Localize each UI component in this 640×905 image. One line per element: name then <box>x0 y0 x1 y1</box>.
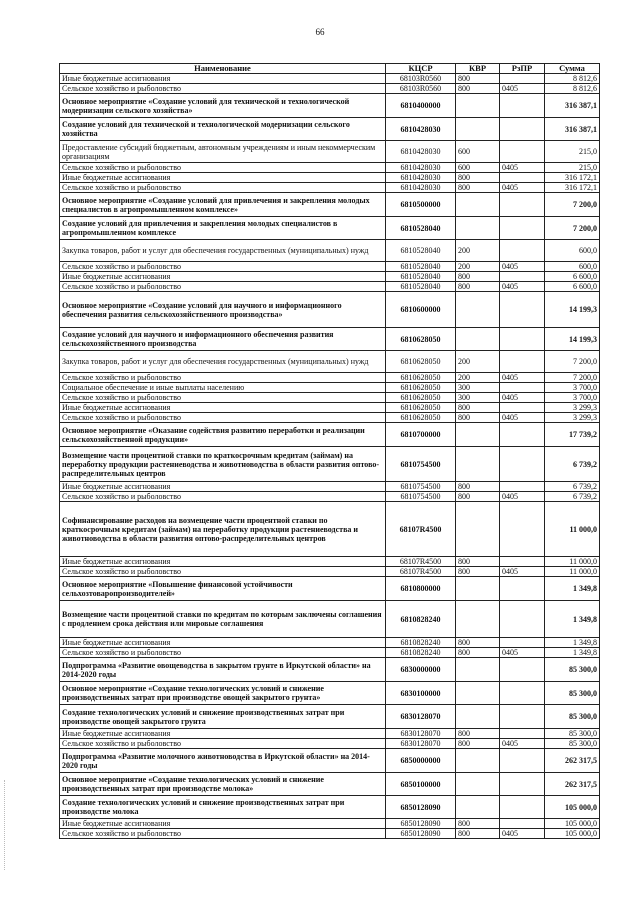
table-row <box>60 74 600 84</box>
cell-sum: 6 600,0 <box>545 272 600 282</box>
cell-rzpr <box>500 705 545 729</box>
cell-code: 6850100000 <box>386 773 456 796</box>
cell-rzpr <box>500 482 545 492</box>
cell-code: 6810528040 <box>386 282 456 292</box>
cell-sum: 6 739,2 <box>545 482 600 492</box>
cell-name: Иные бюджетные ассигнования <box>60 482 386 492</box>
cell-code: 6850128090 <box>386 819 456 829</box>
cell-sum: 7 200,0 <box>545 351 600 373</box>
cell-name: Сельское хозяйство и рыболовство <box>60 183 386 193</box>
cell-name: Сельское хозяйство и рыболовство <box>60 373 386 383</box>
table-row <box>60 447 600 482</box>
cell-kvr: 300 <box>456 383 500 393</box>
cell-kvr <box>456 292 500 328</box>
cell-sum: 7 200,0 <box>545 193 600 217</box>
cell-rzpr <box>500 447 545 482</box>
cell-name: Основное мероприятие «Создание условий для привлечения и закрепления молодых специалистов в агропромышленном комплексе» <box>60 193 386 217</box>
cell-sum: 7 200,0 <box>545 217 600 240</box>
cell-name: Иные бюджетные ассигнования <box>60 638 386 648</box>
cell-name: Закупка товаров, работ и услуг для обеспечения государственных (муниципальных) нужд <box>60 351 386 373</box>
cell-kvr: 800 <box>456 829 500 839</box>
cell-sum: 262 317,5 <box>545 773 600 796</box>
cell-sum: 11 000,0 <box>545 502 600 557</box>
cell-sum: 6 600,0 <box>545 282 600 292</box>
table-row <box>60 217 600 240</box>
cell-kvr: 200 <box>456 373 500 383</box>
cell-name: Основное мероприятие «Оказание содействия развитию переработки и реализации сельскохозяйственной продукции» <box>60 423 386 447</box>
cell-kvr: 800 <box>456 729 500 739</box>
cell-kvr: 600 <box>456 141 500 163</box>
cell-kvr: 800 <box>456 739 500 749</box>
cell-kvr: 200 <box>456 262 500 272</box>
cell-name: Создание условий для научного и информационного обеспечения развития сельскохозяйственного производства <box>60 328 386 351</box>
cell-sum: 600,0 <box>545 240 600 262</box>
cell-code: 68107R4500 <box>386 502 456 557</box>
cell-kvr <box>456 118 500 141</box>
cell-rzpr <box>500 729 545 739</box>
cell-rzpr: 0405 <box>500 262 545 272</box>
cell-sum: 85 300,0 <box>545 682 600 705</box>
cell-sum: 1 349,8 <box>545 648 600 658</box>
cell-code: 6810528040 <box>386 217 456 240</box>
cell-kvr: 200 <box>456 240 500 262</box>
table-row <box>60 423 600 447</box>
cell-rzpr: 0405 <box>500 492 545 502</box>
table-row <box>60 682 600 705</box>
cell-sum: 215,0 <box>545 163 600 173</box>
cell-rzpr <box>500 383 545 393</box>
cell-name: Основное мероприятие «Создание технологических условий и снижение производственных затрат при производстве овощей закрытого грунта» <box>60 682 386 705</box>
cell-sum: 11 000,0 <box>545 557 600 567</box>
cell-kvr: 800 <box>456 492 500 502</box>
cell-rzpr <box>500 141 545 163</box>
cell-rzpr <box>500 423 545 447</box>
cell-sum: 1 349,8 <box>545 638 600 648</box>
table-row <box>60 413 600 423</box>
table-row <box>60 351 600 373</box>
cell-rzpr <box>500 819 545 829</box>
table-row <box>60 328 600 351</box>
cell-name: Основное мероприятие «Повышение финансовой устойчивости сельхозтоваропроизводителей» <box>60 577 386 601</box>
table-row <box>60 739 600 749</box>
table-row <box>60 403 600 413</box>
cell-sum: 600,0 <box>545 262 600 272</box>
table-row <box>60 173 600 183</box>
cell-name: Социальное обеспечение и иные выплаты населению <box>60 383 386 393</box>
cell-sum: 85 300,0 <box>545 705 600 729</box>
cell-code: 6810428030 <box>386 173 456 183</box>
cell-sum: 7 200,0 <box>545 373 600 383</box>
cell-rzpr <box>500 638 545 648</box>
cell-name: Создание технологических условий и снижение производственных затрат при производстве овощей закрытого грунта <box>60 705 386 729</box>
cell-name: Подпрограмма «Развитие овощеводства в закрытом грунте в Иркутской области» на 2014-2020 годы <box>60 658 386 682</box>
table-row <box>60 482 600 492</box>
cell-sum: 1 349,8 <box>545 577 600 601</box>
cell-code: 6810828240 <box>386 648 456 658</box>
cell-rzpr <box>500 403 545 413</box>
cell-code: 6850128090 <box>386 796 456 819</box>
cell-kvr: 200 <box>456 351 500 373</box>
cell-name: Возмещение части процентной ставки по краткосрочным кредитам (займам) на переработку продукции растениеводства и животноводства в области развития оптово-распределительных центров <box>60 447 386 482</box>
cell-kvr: 800 <box>456 413 500 423</box>
cell-name: Закупка товаров, работ и услуг для обеспечения государственных (муниципальных) нужд <box>60 240 386 262</box>
table-row <box>60 373 600 383</box>
table-row <box>60 601 600 638</box>
table-row <box>60 193 600 217</box>
table-row <box>60 638 600 648</box>
cell-sum: 14 199,3 <box>545 328 600 351</box>
cell-kvr: 600 <box>456 163 500 173</box>
table-row <box>60 577 600 601</box>
cell-sum: 14 199,3 <box>545 292 600 328</box>
cell-sum: 3 299,3 <box>545 413 600 423</box>
cell-code: 6850000000 <box>386 749 456 773</box>
table-row <box>60 819 600 829</box>
cell-code: 68103R0560 <box>386 84 456 94</box>
cell-rzpr: 0405 <box>500 84 545 94</box>
table-row <box>60 292 600 328</box>
cell-code: 6810600000 <box>386 292 456 328</box>
cell-rzpr <box>500 193 545 217</box>
page-number: 66 <box>315 27 325 37</box>
cell-sum: 316 387,1 <box>545 118 600 141</box>
cell-name: Иные бюджетные ассигнования <box>60 819 386 829</box>
table-row <box>60 796 600 819</box>
cell-code: 6810528040 <box>386 262 456 272</box>
cell-rzpr <box>500 272 545 282</box>
cell-code: 6810428030 <box>386 163 456 173</box>
cell-rzpr <box>500 118 545 141</box>
cell-sum: 105 000,0 <box>545 819 600 829</box>
cell-rzpr: 0405 <box>500 648 545 658</box>
cell-name: Предоставление субсидий бюджетным, автономным учреждениям и иным некоммерческим организациям <box>60 141 386 163</box>
table-row <box>60 729 600 739</box>
cell-name: Основное мероприятие «Создание условий для технической и технологической модернизации сельского хозяйства» <box>60 94 386 118</box>
cell-name: Сельское хозяйство и рыболовство <box>60 393 386 403</box>
cell-rzpr <box>500 240 545 262</box>
table-row <box>60 749 600 773</box>
cell-name: Основное мероприятие «Создание технологических условий и снижение производственных затрат при производстве молока» <box>60 773 386 796</box>
cell-code: 6810428030 <box>386 183 456 193</box>
cell-rzpr <box>500 328 545 351</box>
cell-name: Сельское хозяйство и рыболовство <box>60 739 386 749</box>
cell-code: 6810700000 <box>386 423 456 447</box>
cell-kvr <box>456 601 500 638</box>
cell-kvr <box>456 773 500 796</box>
table-row <box>60 705 600 729</box>
cell-kvr <box>456 328 500 351</box>
header-name: Наименование <box>60 64 386 74</box>
table-row <box>60 262 600 272</box>
cell-rzpr: 0405 <box>500 829 545 839</box>
cell-name: Основное мероприятие «Создание условий для научного и информационного обеспечения развития сельскохозяйственного производства» <box>60 292 386 328</box>
cell-sum: 3 700,0 <box>545 383 600 393</box>
table-row <box>60 240 600 262</box>
header-rzpr: РзПР <box>500 64 545 74</box>
cell-code: 6810628050 <box>386 373 456 383</box>
cell-rzpr: 0405 <box>500 413 545 423</box>
cell-name: Иные бюджетные ассигнования <box>60 74 386 84</box>
cell-name: Создание условий для привлечения и закрепления молодых специалистов в агропромышленном комплексе <box>60 217 386 240</box>
table-row <box>60 829 600 839</box>
cell-kvr: 800 <box>456 272 500 282</box>
table-row <box>60 94 600 118</box>
cell-name: Сельское хозяйство и рыболовство <box>60 413 386 423</box>
cell-name: Иные бюджетные ассигнования <box>60 272 386 282</box>
cell-kvr: 800 <box>456 557 500 567</box>
cell-kvr: 800 <box>456 84 500 94</box>
cell-sum: 3 299,3 <box>545 403 600 413</box>
cell-name: Сельское хозяйство и рыболовство <box>60 262 386 272</box>
table-row <box>60 393 600 403</box>
cell-code: 6810628050 <box>386 351 456 373</box>
cell-rzpr <box>500 557 545 567</box>
cell-rzpr <box>500 773 545 796</box>
cell-kvr <box>456 682 500 705</box>
cell-kvr: 800 <box>456 403 500 413</box>
cell-rzpr <box>500 351 545 373</box>
cell-code: 6810628050 <box>386 393 456 403</box>
table-row <box>60 492 600 502</box>
cell-name: Сельское хозяйство и рыболовство <box>60 282 386 292</box>
cell-kvr: 800 <box>456 74 500 84</box>
cell-sum: 262 317,5 <box>545 749 600 773</box>
cell-kvr <box>456 193 500 217</box>
cell-name: Сельское хозяйство и рыболовство <box>60 567 386 577</box>
table-row <box>60 557 600 567</box>
cell-kvr: 800 <box>456 638 500 648</box>
table-row <box>60 648 600 658</box>
header-kvr: КВР <box>456 64 500 74</box>
table-row <box>60 282 600 292</box>
cell-kvr <box>456 749 500 773</box>
table-row <box>60 502 600 557</box>
cell-rzpr <box>500 292 545 328</box>
table-row <box>60 163 600 173</box>
budget-table <box>59 63 600 839</box>
cell-kvr: 800 <box>456 819 500 829</box>
cell-sum: 8 812,6 <box>545 74 600 84</box>
cell-rzpr <box>500 749 545 773</box>
cell-code: 6850128090 <box>386 829 456 839</box>
cell-rzpr <box>500 682 545 705</box>
cell-kvr: 300 <box>456 393 500 403</box>
cell-code: 6810628050 <box>386 383 456 393</box>
table-row <box>60 383 600 393</box>
cell-code: 6810828240 <box>386 601 456 638</box>
cell-kvr: 800 <box>456 482 500 492</box>
cell-sum: 6 739,2 <box>545 492 600 502</box>
cell-code: 6810800000 <box>386 577 456 601</box>
cell-sum: 105 000,0 <box>545 829 600 839</box>
cell-rzpr <box>500 796 545 819</box>
cell-sum: 85 300,0 <box>545 729 600 739</box>
cell-name: Иные бюджетные ассигнования <box>60 403 386 413</box>
cell-rzpr <box>500 74 545 84</box>
cell-code: 6810528040 <box>386 240 456 262</box>
table-row <box>60 658 600 682</box>
cell-code: 6810428030 <box>386 141 456 163</box>
cell-name: Создание условий для технической и технологической модернизации сельского хозяйства <box>60 118 386 141</box>
scan-margin-mark <box>4 780 7 870</box>
cell-code: 6810428030 <box>386 118 456 141</box>
table-row <box>60 84 600 94</box>
cell-kvr <box>456 502 500 557</box>
cell-code: 6830100000 <box>386 682 456 705</box>
cell-code: 6810828240 <box>386 638 456 648</box>
cell-kvr: 800 <box>456 183 500 193</box>
cell-name: Иные бюджетные ассигнования <box>60 557 386 567</box>
cell-code: 68107R4500 <box>386 557 456 567</box>
cell-name: Иные бюджетные ассигнования <box>60 729 386 739</box>
cell-kvr: 800 <box>456 282 500 292</box>
table-row <box>60 183 600 193</box>
cell-rzpr <box>500 502 545 557</box>
cell-rzpr <box>500 94 545 118</box>
cell-code: 6810754500 <box>386 447 456 482</box>
cell-code: 6810628050 <box>386 413 456 423</box>
cell-code: 68107R4500 <box>386 567 456 577</box>
cell-code: 6810500000 <box>386 193 456 217</box>
cell-sum: 105 000,0 <box>545 796 600 819</box>
cell-code: 6830128070 <box>386 705 456 729</box>
cell-sum: 3 700,0 <box>545 393 600 403</box>
cell-sum: 17 739,2 <box>545 423 600 447</box>
table-row <box>60 272 600 282</box>
cell-kvr: 800 <box>456 173 500 183</box>
cell-name: Иные бюджетные ассигнования <box>60 173 386 183</box>
cell-code: 68103R0560 <box>386 74 456 84</box>
table-header-row <box>60 64 600 74</box>
cell-name: Софинансирование расходов на возмещение части процентной ставки по краткосрочным кредитам (займам) на переработку продукции растениеводства и животноводства в области развития оптово-распределительных центров <box>60 502 386 557</box>
cell-rzpr <box>500 173 545 183</box>
cell-code: 6810754500 <box>386 482 456 492</box>
cell-rzpr <box>500 577 545 601</box>
cell-kvr: 800 <box>456 648 500 658</box>
cell-rzpr: 0405 <box>500 739 545 749</box>
cell-code: 6810528040 <box>386 272 456 282</box>
cell-sum: 215,0 <box>545 141 600 163</box>
cell-code: 6810400000 <box>386 94 456 118</box>
cell-code: 6830128070 <box>386 739 456 749</box>
table-row <box>60 141 600 163</box>
cell-kvr <box>456 94 500 118</box>
cell-kvr <box>456 796 500 819</box>
cell-rzpr <box>500 217 545 240</box>
cell-sum: 316 172,1 <box>545 173 600 183</box>
cell-rzpr <box>500 658 545 682</box>
cell-rzpr: 0405 <box>500 393 545 403</box>
cell-kvr <box>456 658 500 682</box>
cell-sum: 85 300,0 <box>545 658 600 682</box>
cell-sum: 1 349,8 <box>545 601 600 638</box>
cell-sum: 6 739,2 <box>545 447 600 482</box>
cell-rzpr: 0405 <box>500 282 545 292</box>
cell-code: 6830000000 <box>386 658 456 682</box>
table-body <box>60 74 600 839</box>
cell-name: Возмещение части процентной ставки по кредитам по которым заключены соглашения с продлением срока действия или мировые соглашения <box>60 601 386 638</box>
cell-code: 6810754500 <box>386 492 456 502</box>
cell-rzpr <box>500 601 545 638</box>
header-code: КЦСР <box>386 64 456 74</box>
table-row <box>60 118 600 141</box>
cell-name: Сельское хозяйство и рыболовство <box>60 84 386 94</box>
cell-name: Подпрограмма «Развитие молочного животноводства в Иркутской области» на 2014-2020 годы <box>60 749 386 773</box>
cell-name: Создание технологических условий и снижение производственных затрат при производстве молока <box>60 796 386 819</box>
cell-rzpr: 0405 <box>500 373 545 383</box>
cell-name: Сельское хозяйство и рыболовство <box>60 163 386 173</box>
cell-code: 6810628050 <box>386 403 456 413</box>
cell-sum: 8 812,6 <box>545 84 600 94</box>
cell-sum: 316 387,1 <box>545 94 600 118</box>
cell-rzpr: 0405 <box>500 567 545 577</box>
cell-sum: 85 300,0 <box>545 739 600 749</box>
cell-name: Сельское хозяйство и рыболовство <box>60 492 386 502</box>
cell-rzpr: 0405 <box>500 163 545 173</box>
cell-kvr: 800 <box>456 567 500 577</box>
cell-sum: 11 000,0 <box>545 567 600 577</box>
cell-kvr <box>456 423 500 447</box>
cell-kvr <box>456 577 500 601</box>
cell-code: 6810628050 <box>386 328 456 351</box>
cell-kvr <box>456 447 500 482</box>
cell-name: Сельское хозяйство и рыболовство <box>60 648 386 658</box>
cell-kvr <box>456 217 500 240</box>
cell-kvr <box>456 705 500 729</box>
header-sum: Сумма <box>545 64 600 74</box>
table-row <box>60 773 600 796</box>
cell-rzpr: 0405 <box>500 183 545 193</box>
cell-sum: 316 172,1 <box>545 183 600 193</box>
cell-name: Сельское хозяйство и рыболовство <box>60 829 386 839</box>
cell-code: 6830128070 <box>386 729 456 739</box>
table-row <box>60 567 600 577</box>
